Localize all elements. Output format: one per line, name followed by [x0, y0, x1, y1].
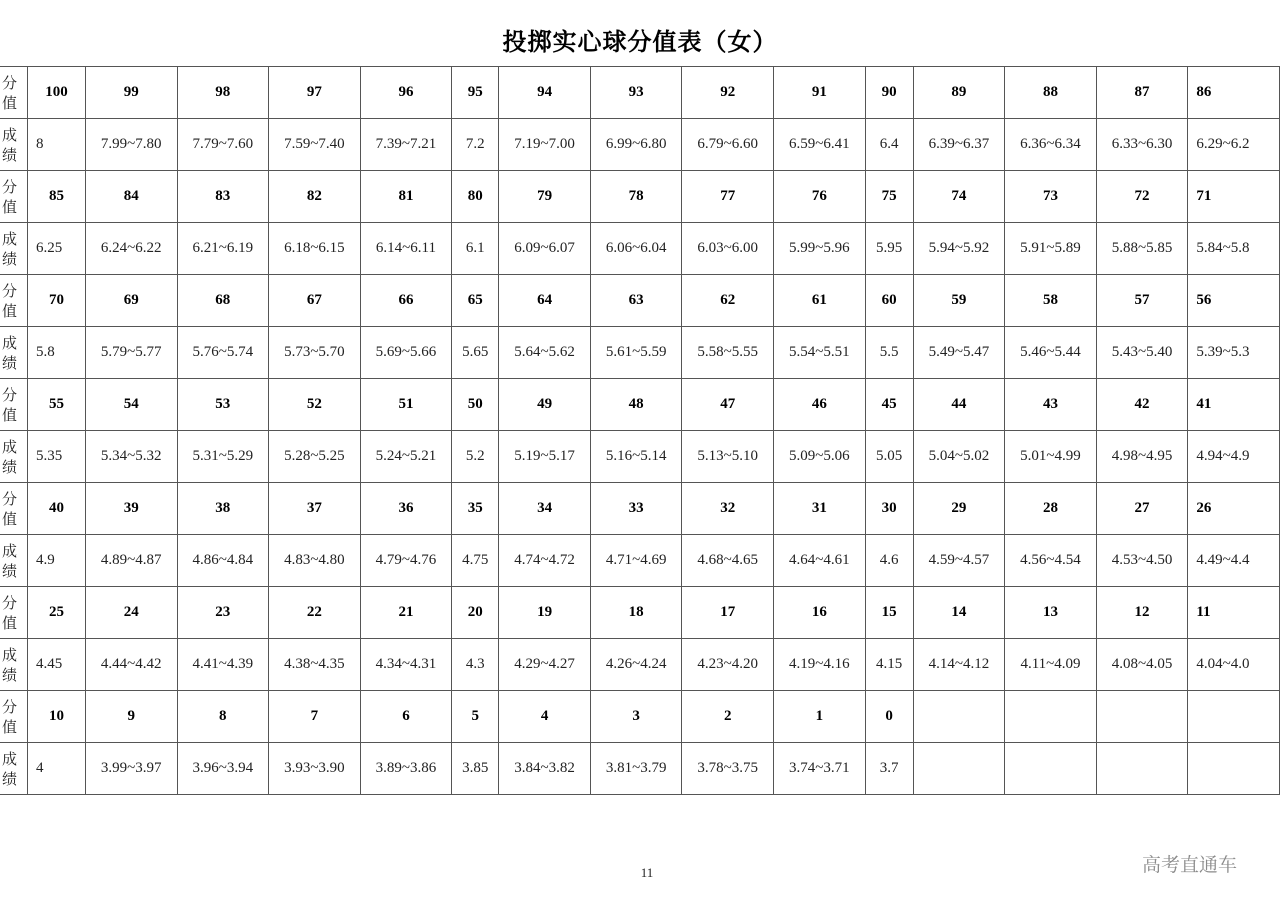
- result-cell: 4.04~4.0: [1188, 639, 1280, 691]
- watermark-text: 高考直通车: [1142, 854, 1238, 876]
- points-row: [0, 171, 1280, 223]
- result-cell: 5.01~4.99: [1005, 431, 1097, 483]
- points-cell: 87: [1096, 67, 1188, 119]
- points-cell: 58: [1005, 275, 1097, 327]
- result-cell: 5.69~5.66: [360, 327, 452, 379]
- result-cell: 3.7: [865, 743, 913, 795]
- result-cell: [1096, 743, 1188, 795]
- result-cell: 6.03~6.00: [682, 223, 774, 275]
- points-cell: 48: [590, 379, 682, 431]
- result-cell: 4.53~4.50: [1096, 535, 1188, 587]
- score-table: [0, 66, 1280, 795]
- result-cell: 4.44~4.42: [85, 639, 177, 691]
- result-cell: 4.56~4.54: [1005, 535, 1097, 587]
- result-cell: 3.85: [452, 743, 499, 795]
- points-cell: 33: [590, 483, 682, 535]
- points-cell: 86: [1188, 67, 1280, 119]
- points-cell: 90: [865, 67, 913, 119]
- points-cell: 74: [913, 171, 1005, 223]
- result-cell: 5.58~5.55: [682, 327, 774, 379]
- results-row-label: 成绩: [0, 639, 28, 691]
- results-row: [0, 431, 1280, 483]
- points-cell: 77: [682, 171, 774, 223]
- points-cell: 65: [452, 275, 499, 327]
- result-cell: 5.79~5.77: [85, 327, 177, 379]
- result-cell: 4: [28, 743, 86, 795]
- result-cell: 5.28~5.25: [269, 431, 361, 483]
- points-cell: 92: [682, 67, 774, 119]
- points-cell: 25: [28, 587, 86, 639]
- points-row: [0, 587, 1280, 639]
- points-cell: 93: [590, 67, 682, 119]
- points-cell: 21: [360, 587, 452, 639]
- points-cell: 96: [360, 67, 452, 119]
- points-cell: [1188, 691, 1280, 743]
- points-cell: 94: [499, 67, 591, 119]
- points-cell: 26: [1188, 483, 1280, 535]
- result-cell: 5.13~5.10: [682, 431, 774, 483]
- result-cell: 4.41~4.39: [177, 639, 269, 691]
- result-cell: 7.79~7.60: [177, 119, 269, 171]
- points-cell: 11: [1188, 587, 1280, 639]
- result-cell: 4.34~4.31: [360, 639, 452, 691]
- points-cell: 73: [1005, 171, 1097, 223]
- result-cell: 5.16~5.14: [590, 431, 682, 483]
- points-cell: 22: [269, 587, 361, 639]
- result-cell: 6.25: [28, 223, 86, 275]
- points-cell: [1096, 691, 1188, 743]
- result-cell: 5.5: [865, 327, 913, 379]
- result-cell: 4.74~4.72: [499, 535, 591, 587]
- result-cell: 4.08~4.05: [1096, 639, 1188, 691]
- points-cell: 4: [499, 691, 591, 743]
- points-cell: 84: [85, 171, 177, 223]
- result-cell: 6.79~6.60: [682, 119, 774, 171]
- points-cell: 16: [774, 587, 866, 639]
- result-cell: 5.34~5.32: [85, 431, 177, 483]
- points-cell: 47: [682, 379, 774, 431]
- result-cell: 5.99~5.96: [774, 223, 866, 275]
- points-cell: 66: [360, 275, 452, 327]
- result-cell: 6.36~6.34: [1005, 119, 1097, 171]
- results-row-label: 成绩: [0, 743, 28, 795]
- result-cell: 4.6: [865, 535, 913, 587]
- result-cell: 6.24~6.22: [85, 223, 177, 275]
- result-cell: 5.31~5.29: [177, 431, 269, 483]
- result-cell: 5.24~5.21: [360, 431, 452, 483]
- results-row: [0, 119, 1280, 171]
- points-cell: 15: [865, 587, 913, 639]
- result-cell: [913, 743, 1005, 795]
- points-cell: 70: [28, 275, 86, 327]
- points-cell: 63: [590, 275, 682, 327]
- result-cell: 4.98~4.95: [1096, 431, 1188, 483]
- result-cell: 4.79~4.76: [360, 535, 452, 587]
- result-cell: 3.93~3.90: [269, 743, 361, 795]
- points-cell: 81: [360, 171, 452, 223]
- points-cell: 71: [1188, 171, 1280, 223]
- points-cell: [913, 691, 1005, 743]
- result-cell: 7.59~7.40: [269, 119, 361, 171]
- result-cell: 4.23~4.20: [682, 639, 774, 691]
- points-cell: 44: [913, 379, 1005, 431]
- points-cell: 37: [269, 483, 361, 535]
- results-row: [0, 223, 1280, 275]
- result-cell: 6.21~6.19: [177, 223, 269, 275]
- results-row-label: 成绩: [0, 223, 28, 275]
- result-cell: 5.64~5.62: [499, 327, 591, 379]
- result-cell: 3.78~3.75: [682, 743, 774, 795]
- points-cell: 57: [1096, 275, 1188, 327]
- points-cell: 97: [269, 67, 361, 119]
- results-row-label: 成绩: [0, 327, 28, 379]
- result-cell: 5.2: [452, 431, 499, 483]
- result-cell: 5.73~5.70: [269, 327, 361, 379]
- result-cell: 5.95: [865, 223, 913, 275]
- points-cell: 61: [774, 275, 866, 327]
- points-cell: 79: [499, 171, 591, 223]
- points-cell: 45: [865, 379, 913, 431]
- points-cell: 98: [177, 67, 269, 119]
- result-cell: 6.99~6.80: [590, 119, 682, 171]
- result-cell: 4.3: [452, 639, 499, 691]
- points-cell: 6: [360, 691, 452, 743]
- points-row: [0, 275, 1280, 327]
- points-cell: 49: [499, 379, 591, 431]
- points-cell: 34: [499, 483, 591, 535]
- result-cell: 5.88~5.85: [1096, 223, 1188, 275]
- result-cell: 4.15: [865, 639, 913, 691]
- result-cell: [1005, 743, 1097, 795]
- result-cell: 3.81~3.79: [590, 743, 682, 795]
- points-cell: 35: [452, 483, 499, 535]
- result-cell: 4.68~4.65: [682, 535, 774, 587]
- points-cell: 9: [85, 691, 177, 743]
- result-cell: 3.96~3.94: [177, 743, 269, 795]
- result-cell: 5.76~5.74: [177, 327, 269, 379]
- result-cell: 4.26~4.24: [590, 639, 682, 691]
- points-cell: 55: [28, 379, 86, 431]
- results-row-label: 成绩: [0, 119, 28, 171]
- results-row: [0, 639, 1280, 691]
- points-cell: 19: [499, 587, 591, 639]
- points-row: [0, 379, 1280, 431]
- points-row-label: 分值: [0, 483, 28, 535]
- result-cell: 5.65: [452, 327, 499, 379]
- points-cell: 76: [774, 171, 866, 223]
- points-cell: 64: [499, 275, 591, 327]
- points-cell: 10: [28, 691, 86, 743]
- points-cell: 46: [774, 379, 866, 431]
- points-row-label: 分值: [0, 379, 28, 431]
- result-cell: 3.89~3.86: [360, 743, 452, 795]
- points-cell: 42: [1096, 379, 1188, 431]
- points-cell: 7: [269, 691, 361, 743]
- results-row: [0, 743, 1280, 795]
- result-cell: 5.49~5.47: [913, 327, 1005, 379]
- points-cell: 52: [269, 379, 361, 431]
- points-cell: 32: [682, 483, 774, 535]
- points-row: [0, 483, 1280, 535]
- result-cell: 4.83~4.80: [269, 535, 361, 587]
- points-cell: 89: [913, 67, 1005, 119]
- points-cell: 27: [1096, 483, 1188, 535]
- points-cell: 62: [682, 275, 774, 327]
- points-cell: 91: [774, 67, 866, 119]
- points-cell: 31: [774, 483, 866, 535]
- result-cell: 3.74~3.71: [774, 743, 866, 795]
- points-cell: 85: [28, 171, 86, 223]
- results-row: [0, 535, 1280, 587]
- result-cell: 4.29~4.27: [499, 639, 591, 691]
- points-cell: 59: [913, 275, 1005, 327]
- points-cell: 36: [360, 483, 452, 535]
- points-cell: 43: [1005, 379, 1097, 431]
- points-cell: 69: [85, 275, 177, 327]
- result-cell: 6.09~6.07: [499, 223, 591, 275]
- result-cell: 5.19~5.17: [499, 431, 591, 483]
- result-cell: 5.94~5.92: [913, 223, 1005, 275]
- result-cell: 4.9: [28, 535, 86, 587]
- points-cell: 20: [452, 587, 499, 639]
- points-row-label: 分值: [0, 67, 28, 119]
- result-cell: 4.14~4.12: [913, 639, 1005, 691]
- page-number: 11: [640, 865, 654, 880]
- result-cell: 8: [28, 119, 86, 171]
- points-cell: 41: [1188, 379, 1280, 431]
- points-row-label: 分值: [0, 275, 28, 327]
- result-cell: 7.19~7.00: [499, 119, 591, 171]
- result-cell: 4.75: [452, 535, 499, 587]
- result-cell: 5.8: [28, 327, 86, 379]
- result-cell: 4.45: [28, 639, 86, 691]
- points-cell: 88: [1005, 67, 1097, 119]
- result-cell: 4.38~4.35: [269, 639, 361, 691]
- result-cell: 5.61~5.59: [590, 327, 682, 379]
- points-row-label: 分值: [0, 171, 28, 223]
- result-cell: 4.89~4.87: [85, 535, 177, 587]
- result-cell: 6.4: [865, 119, 913, 171]
- points-row-label: 分值: [0, 587, 28, 639]
- points-cell: 67: [269, 275, 361, 327]
- result-cell: 6.18~6.15: [269, 223, 361, 275]
- result-cell: 5.43~5.40: [1096, 327, 1188, 379]
- result-cell: 5.46~5.44: [1005, 327, 1097, 379]
- result-cell: 5.39~5.3: [1188, 327, 1280, 379]
- points-cell: 3: [590, 691, 682, 743]
- points-cell: 53: [177, 379, 269, 431]
- result-cell: 7.39~7.21: [360, 119, 452, 171]
- result-cell: 5.54~5.51: [774, 327, 866, 379]
- result-cell: 4.11~4.09: [1005, 639, 1097, 691]
- points-cell: 14: [913, 587, 1005, 639]
- points-cell: 39: [85, 483, 177, 535]
- points-cell: 95: [452, 67, 499, 119]
- points-cell: 80: [452, 171, 499, 223]
- points-cell: 5: [452, 691, 499, 743]
- result-cell: 5.91~5.89: [1005, 223, 1097, 275]
- result-cell: 6.59~6.41: [774, 119, 866, 171]
- points-cell: 82: [269, 171, 361, 223]
- result-cell: 4.19~4.16: [774, 639, 866, 691]
- points-cell: 78: [590, 171, 682, 223]
- result-cell: 6.06~6.04: [590, 223, 682, 275]
- result-cell: 5.05: [865, 431, 913, 483]
- points-cell: 51: [360, 379, 452, 431]
- result-cell: 3.99~3.97: [85, 743, 177, 795]
- result-cell: 4.59~4.57: [913, 535, 1005, 587]
- result-cell: 4.64~4.61: [774, 535, 866, 587]
- points-cell: 12: [1096, 587, 1188, 639]
- result-cell: 6.29~6.2: [1188, 119, 1280, 171]
- result-cell: 5.04~5.02: [913, 431, 1005, 483]
- points-cell: 24: [85, 587, 177, 639]
- result-cell: 6.14~6.11: [360, 223, 452, 275]
- points-cell: 54: [85, 379, 177, 431]
- points-cell: 13: [1005, 587, 1097, 639]
- result-cell: 7.2: [452, 119, 499, 171]
- points-cell: 38: [177, 483, 269, 535]
- result-cell: 3.84~3.82: [499, 743, 591, 795]
- points-cell: 60: [865, 275, 913, 327]
- result-cell: 5.09~5.06: [774, 431, 866, 483]
- results-row: [0, 327, 1280, 379]
- score-table-body: [0, 67, 1280, 795]
- points-cell: 83: [177, 171, 269, 223]
- points-cell: 23: [177, 587, 269, 639]
- points-cell: 72: [1096, 171, 1188, 223]
- page-title: 投掷实心球分值表（女）: [502, 28, 778, 56]
- points-cell: 18: [590, 587, 682, 639]
- results-row-label: 成绩: [0, 431, 28, 483]
- points-cell: 40: [28, 483, 86, 535]
- result-cell: [1188, 743, 1280, 795]
- result-cell: 4.86~4.84: [177, 535, 269, 587]
- points-row-label: 分值: [0, 691, 28, 743]
- result-cell: 7.99~7.80: [85, 119, 177, 171]
- result-cell: 6.1: [452, 223, 499, 275]
- points-cell: 28: [1005, 483, 1097, 535]
- result-cell: 6.33~6.30: [1096, 119, 1188, 171]
- points-row: [0, 67, 1280, 119]
- points-cell: 2: [682, 691, 774, 743]
- result-cell: 4.94~4.9: [1188, 431, 1280, 483]
- points-cell: 50: [452, 379, 499, 431]
- points-cell: 56: [1188, 275, 1280, 327]
- points-cell: 1: [774, 691, 866, 743]
- result-cell: 4.71~4.69: [590, 535, 682, 587]
- points-row: [0, 691, 1280, 743]
- points-cell: 75: [865, 171, 913, 223]
- points-cell: 8: [177, 691, 269, 743]
- points-cell: 30: [865, 483, 913, 535]
- points-cell: 99: [85, 67, 177, 119]
- result-cell: 5.35: [28, 431, 86, 483]
- points-cell: 100: [28, 67, 86, 119]
- points-cell: [1005, 691, 1097, 743]
- result-cell: 5.84~5.8: [1188, 223, 1280, 275]
- points-cell: 0: [865, 691, 913, 743]
- result-cell: 4.49~4.4: [1188, 535, 1280, 587]
- results-row-label: 成绩: [0, 535, 28, 587]
- result-cell: 6.39~6.37: [913, 119, 1005, 171]
- points-cell: 29: [913, 483, 1005, 535]
- points-cell: 68: [177, 275, 269, 327]
- points-cell: 17: [682, 587, 774, 639]
